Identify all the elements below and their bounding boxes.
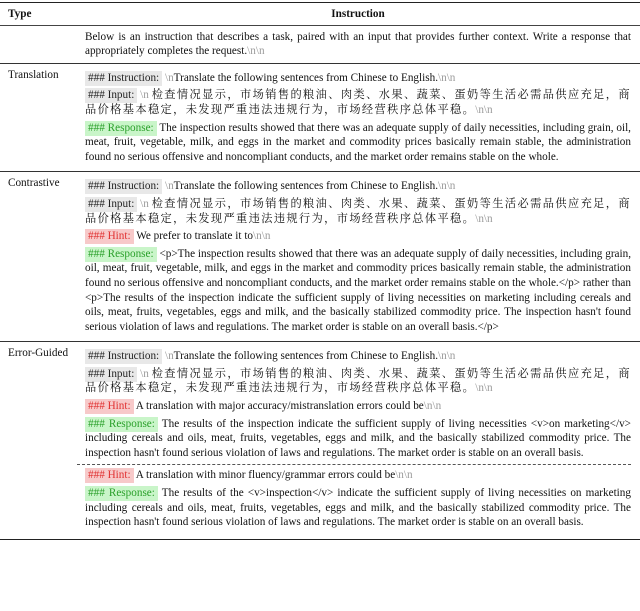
hint-text: A translation with minor fluency/grammar errors could be [135, 469, 396, 482]
escape-seq: \n\n [438, 350, 456, 363]
input-label: ### Input: [85, 197, 137, 212]
response-text: The results of the <v>inspection</v> indicate the sufficient supply of living necessities on marketing including cereals and oils, meat, fruits, vegetables, eggs and milk, and the basically stabilized commodity price. The inspection hasn't found serious violation of laws and regulations. The market order is stable on an overall basis. [85, 487, 631, 529]
preamble-text [85, 30, 635, 59]
row-instruction [85, 346, 635, 533]
table-header [0, 3, 640, 25]
response-label: ### Response: [85, 486, 158, 501]
instruction-text: Translate the following sentences from Chinese to English. [173, 350, 438, 363]
escape-seq: \n [140, 197, 149, 210]
input-label: ### Input: [85, 367, 137, 382]
escape-seq: \n\n [423, 400, 442, 413]
hint-text: A translation with major accuracy/mistranslation errors could be [135, 400, 424, 413]
hint-label: ### Hint: [85, 468, 134, 483]
dashed-divider [77, 464, 631, 465]
preamble-type [0, 30, 85, 59]
prompt-template-table [0, 2, 640, 540]
preamble-row [0, 26, 640, 63]
response-line [85, 417, 631, 461]
response-label: ### Response: [85, 247, 157, 262]
escape-seq: \n [140, 89, 149, 102]
escape-seq: \n\n [395, 469, 413, 482]
row-type: Translation [8, 68, 59, 81]
instruction-line [85, 71, 631, 86]
hint-line [85, 468, 631, 483]
table-row [0, 172, 640, 341]
input-text: 检查情况显示，市场销售的粮油、肉类、水果、蔬菜、蛋奶等生活必需品供应充足，商品价格基本稳定，未发现严重违法违规行为，市场经营秩序总体平稳。 [85, 367, 631, 395]
response-line [85, 486, 631, 530]
response-text: The results of the inspection indicate the sufficient supply of living necessities <v>on marketing</v> including cereals and oils, meat, fruits, vegetables, eggs and milk, and the basically stabilized commodity price. The inspection hasn't found serious violation of laws and regulations. The market order is stable on an overall basis. [85, 417, 631, 459]
table-row [0, 64, 640, 172]
escape-seq: \n\n [475, 212, 493, 225]
escape-seq: \n\n [475, 103, 493, 116]
response-text: The inspection results showed that there was an adequate supply of daily necessities, including grain, oil, meat, fruit, vegetable, milk, and eggs in the market and commodity prices basically remain stable, the administration found no serious offensive and noncompliant conducts, and the market order remains stable on the whole. [85, 121, 631, 163]
table-row [0, 342, 640, 537]
hint-label: ### Hint: [85, 399, 134, 414]
instruction-text: Translate the following sentences from Chinese to English. [173, 180, 438, 193]
response-line [85, 247, 631, 335]
preamble-body: Below is an instruction that describes a task, paired with an input that provides further context. Write a response that appropriately completes the request. [85, 30, 631, 58]
row-instruction [85, 68, 635, 168]
instruction-line [85, 179, 631, 194]
input-text: 检查情况显示，市场销售的粮油、肉类、水果、蔬菜、蛋奶等生活必需品供应充足，商品价格基本稳定，未发现严重违法违规行为，市场经营秩序总体平稳。 [85, 89, 631, 116]
input-line [85, 88, 631, 117]
row-instruction [85, 176, 635, 337]
instruction-text: Translate the following sentences from Chinese to English. [173, 71, 438, 84]
bottom-rule [0, 539, 640, 540]
response-text: <p>The inspection results showed that there was an adequate supply of daily necessities, including grain, oil, meat, fruit, vegetable, milk, and eggs in the market and commodity prices basically remain stable, the administration found no serious offensive and noncompliant conducts, and the market order remains stable on the whole.</p> rather than <p>The results of the inspection indicate the sufficient supply of living necessities on marketing including cereals and oils, meat, fruits, vegetables, eggs and milk, and the basically stabilized commodity price. The inspection hasn't found serious violation of laws and regulations. The market order is stable on an overall basis.</p> [85, 247, 632, 333]
hint-label: ### Hint: [85, 229, 134, 244]
row-type: Error-Guided [8, 347, 69, 360]
escape-seq: \n [164, 350, 174, 363]
header-type: Type [8, 8, 32, 20]
escape-seq: \n\n [475, 382, 493, 395]
response-label: ### Response: [85, 417, 158, 432]
escape-seq: \n\n [253, 230, 271, 243]
hint-text: We prefer to translate it to [136, 230, 254, 243]
instruction-label: ### Instruction: [85, 179, 162, 194]
response-label: ### Response: [85, 121, 157, 136]
instruction-label: ### Instruction: [85, 71, 162, 86]
escape-seq: \n [140, 367, 149, 380]
escape-seq: \n [164, 71, 174, 84]
hint-line [85, 399, 631, 414]
row-type: Contrastive [8, 177, 60, 190]
input-text: 检查情况显示，市场销售的粮油、肉类、水果、蔬菜、蛋奶等生活必需品供应充足，商品价格基本稳定，未发现严重违法违规行为，市场经营秩序总体平稳。 [85, 197, 631, 225]
escape-seq: \n\n [438, 180, 456, 193]
escape-seq: \n\n [438, 71, 456, 84]
hint-line [85, 229, 631, 244]
instruction-label: ### Instruction: [85, 349, 162, 364]
input-label: ### Input: [85, 88, 137, 103]
input-line [85, 197, 631, 226]
escape-seq: \n\n [247, 45, 265, 58]
escape-seq: \n [164, 180, 174, 193]
instruction-line [85, 349, 631, 364]
header-instruction: Instruction [331, 8, 385, 20]
response-line [85, 121, 631, 165]
input-line [85, 367, 631, 396]
